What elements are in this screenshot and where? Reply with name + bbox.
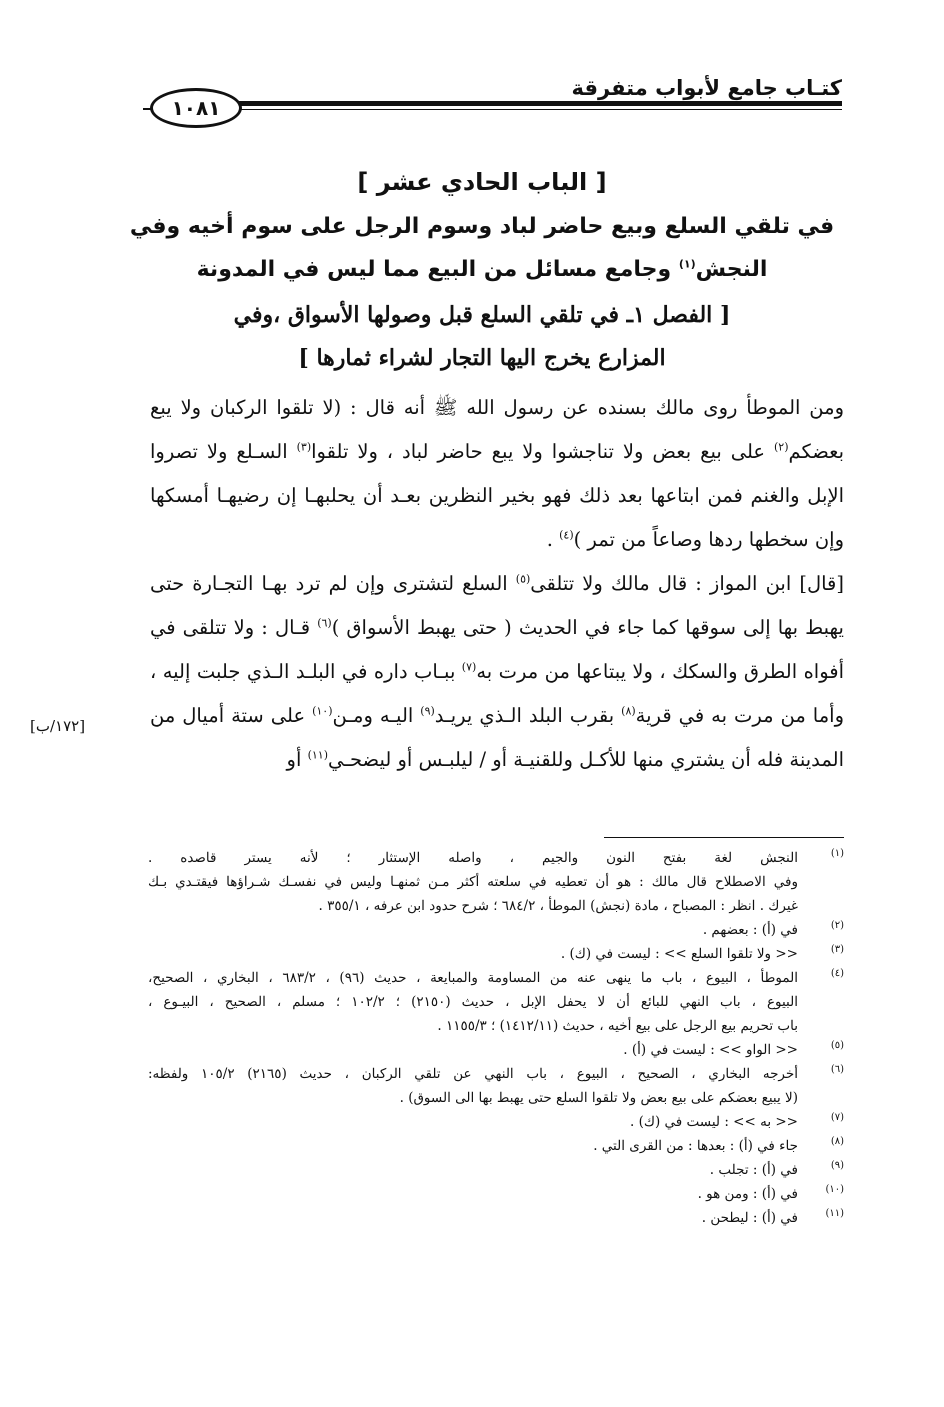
footnote-number: (٥) [830,1040,844,1051]
footnote-number: (٤) [830,968,844,979]
footnote-ref: (٣) [296,440,312,454]
footnote [148,942,844,966]
text-run: اليـه ومـن [332,704,421,727]
footnote-ref: (٧) [461,660,477,674]
chapter-heading: [ الباب الحادي عشر ] [357,168,607,196]
text-run: حتى يهبط بها إلى سوقها كما جاء في الحديث ( حتى يهبط الأسواق ) [150,572,844,639]
text-run: . [546,528,560,551]
footnote-line: << به >> : ليست في (ك) . [630,1114,798,1130]
footnote-line: وفي الاصطلاح قال مالك : هو أن تعطيه في سلعته أكثر مـن ثمنهـا وليس في نفسـك شـراؤها فيقتـدي بـك [148,874,798,890]
footnote [148,1182,844,1206]
footnote [148,966,844,1038]
footnote-number: (٢) [830,920,844,931]
section-heading-line-1: [ الفصل ١ـ في تلقي السلع قبل وصولها الأسواق ،وفي [233,302,731,328]
manuscript-folio-note: [١٧٢/ب] [30,717,86,735]
footnote-ref: (٢) [774,440,789,454]
footnote-number: (٧) [830,1112,844,1123]
footnote [148,846,844,918]
footnote-line: باب تحريم بيع الرجل على بيع أخيه ، حديث (١٤١٢/١١) ؛ ١١٥٥/٣ . [437,1018,798,1034]
text-run: قـال : ولا [233,616,318,639]
header-rule [236,101,842,106]
footnote-number: (٨) [830,1136,844,1147]
footnote [148,1206,844,1230]
footnote-rule [604,837,844,838]
footnote [148,1134,844,1158]
footnote-ref: (٥) [515,572,531,586]
text-run: ستة أميال من المدينة فله أن يشتري منها للأكـل وللقنيـة أو / ليلبـس أو ليضحـي [150,704,844,771]
footnote-line: البيوع ، باب النهي للبائع أن لا يحفل الإبل ، حديث (٢١٥٠) ؛ ١٠٢/٢ ؛ مسلم ، الصحيح ، البيـوع ، [148,994,798,1010]
text-run: ومن الموطأ روى مالك بسنده عن رسول الله ﷺ أنه قال : (لا تلقوا الركبان ولا [180,396,844,419]
title-word: النجش [695,257,768,282]
footnote-line: (لا يبيع بعضكم على بيع بعض ولا تلقوا السلع حتى يهبط بها الى السوق) . [399,1090,798,1106]
footnote-line: جاء في (أ) : بعدها : من القرى التي . [593,1138,798,1154]
footnote-line: في (أ) : ومن هو . [697,1186,798,1202]
chapter-title-line-2 [120,257,844,282]
text-run: السلع لتشترى وإن لم ترد بهـا التجـارة [192,572,516,595]
footnote-ref: (٩) [420,704,435,718]
footnote-number: (٦) [830,1064,844,1075]
paragraph-2 [150,562,844,782]
footnote-line: غيرك . انظر : المصباح ، مادة (نجش) الموطأ ، ٦٨٤/٢ ؛ شرح حدود ابن عرفه ، ٣٥٥/١ . [318,898,798,914]
footnote-number: (١٠) [825,1184,844,1195]
footnote-line: في (أ) : ليطحن . [701,1210,798,1226]
footnote-ref: (١٠) [312,704,333,718]
footnote [148,1110,844,1134]
footnotes [148,846,844,1230]
paragraph-1 [150,386,844,562]
text-run: على بيع بعض ولا تناجشوا ولا يبع حاضر لباد ، ولا تلقوا [311,440,774,463]
footnote-line: الموطأ ، البيوع ، باب ما ينهى عنه من المساومة والمبايعة ، حديث (٩٦) ، ٦٨٣/٢ ، البخاري ، الصحيح، [148,970,798,986]
footnote-ref: (٨) [621,704,636,718]
text-run: بقرب البلد الـذي يريـد [434,704,622,727]
footnote-ref: (١) [678,257,696,271]
running-title: كتـاب جامع لأبواب متفرقة [571,76,842,100]
text-run: السـلع ولا [206,440,297,463]
header-rule-thin [236,109,842,110]
footnote-line: << ولا تلقوا السلع >> : ليست في (ك) . [560,946,798,962]
title-rest: وجامع مسائل من البيع مما ليس في المدونة [196,257,679,282]
footnote [148,918,844,942]
footnote-line: في (أ) : تجلب . [709,1162,798,1178]
text-run: أو [286,748,308,771]
text-run: ببـاب داره في البلـد الـذي [246,660,462,683]
page-number: ١٠٨١ [150,88,242,128]
footnote [148,1158,844,1182]
footnote-ref: (١١) [307,748,328,762]
footnote [148,1062,844,1110]
footnote-number: (٣) [830,944,844,955]
text-run: تتلقى في أفواه الطرق والسكك ، ولا يبتاعها من مرت به [150,616,845,683]
text-run: أمسكها وإن سخطها ردها وصاعاً من تمر ) [150,484,844,551]
section-heading-line-2: المزارع يخرج اليها التجار لشراء ثمارها ] [298,345,666,371]
body-text [150,386,844,782]
footnote-number: (١١) [825,1208,844,1219]
footnote-line: في (أ) : بعضهم . [702,922,798,938]
footnote-number: (٩) [830,1160,844,1171]
footnote-ref: (٦) [317,616,332,630]
text-run: يبع بعضكم [150,396,845,463]
text-run: تصروا الإبل والغنم فمن ابتاعها بعد ذلك فهو بخير النظرين بعـد أن يحلبهـا إن رضيهـا [150,440,844,507]
footnote-number: (١) [830,848,844,859]
footnote [148,1038,844,1062]
footnote-line: النجش لغة بفتح النون والجيم ، واصله الإستثار ؛ لأنه يستر قاصده . [148,850,798,866]
text-run: جلبت إليه ، وأما من مرت به في قرية [150,660,845,727]
footnote-line: << الواو >> : ليست في (أ) . [623,1042,798,1058]
footnote-ref: (٤) [559,528,574,542]
chapter-title-line-1: في تلقي السلع وبيع حاضر لباد وسوم الرجل على سوم أخيه وفي [129,214,835,239]
text-run: على [270,704,313,727]
footnote-line: أخرجه البخاري ، الصحيح ، البيوع ، باب النهي عن تلقي الركبان ، حديث (٢١٦٥) ١٠٥/٢ ولفظه: [148,1066,798,1082]
text-run: [قال] ابن المواز : قال مالك ولا تتلقى [530,572,844,595]
